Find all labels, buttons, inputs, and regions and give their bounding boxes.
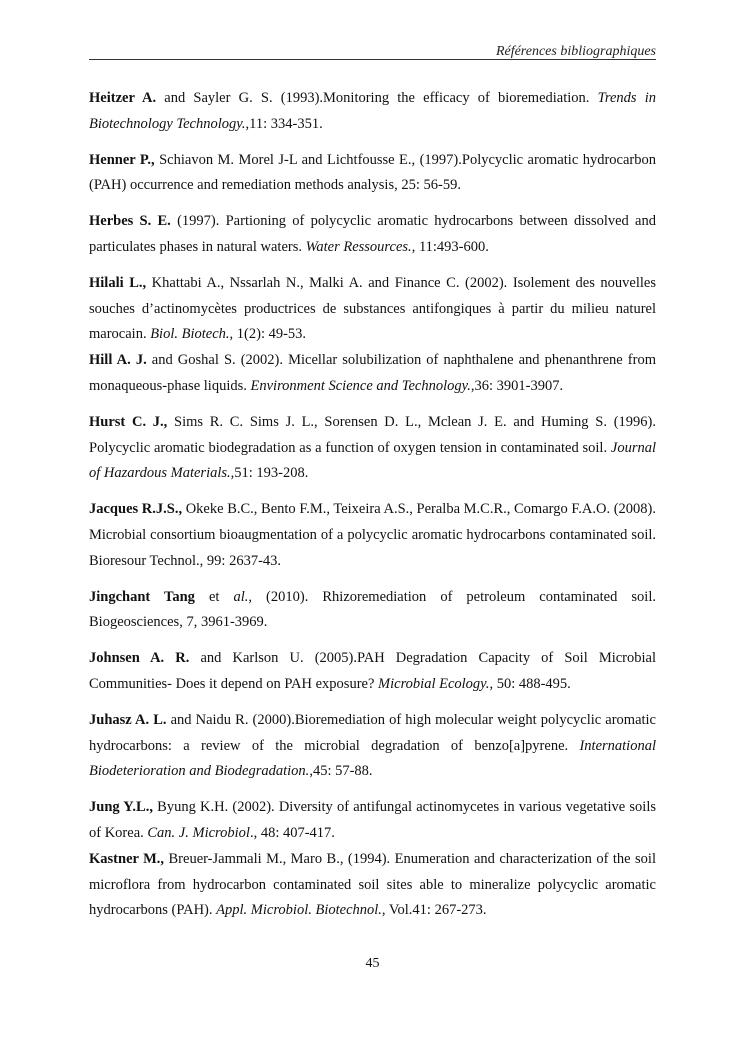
reference-author: Hill A. J. <box>89 352 147 369</box>
reference-author: Juhasz A. L. <box>89 711 167 728</box>
reference-text: and Karlson U. (2005).PAH Degradation Capacity of Soil Microbial Communities- Does it depend on PAH exposure? <box>89 650 656 692</box>
reference-details: ,51: 193-208. <box>230 465 309 482</box>
reference-item <box>89 148 656 200</box>
reference-details: ,45: 57-88. <box>309 763 373 780</box>
reference-item <box>89 646 656 698</box>
reference-journal: Microbial Ecology. <box>378 675 490 692</box>
reference-text: (1997). Partioning of polycyclic aromatic hydrocarbons between dissolved and particulates phases in natural waters. <box>89 213 656 255</box>
page-number: 45 <box>365 956 380 971</box>
reference-journal: Environment Science and Technology. <box>250 377 471 394</box>
reference-text: and Goshal S. (2002). Micellar solubilization of naphthalene and phenanthrene from monaqueous-phase liquids. <box>89 352 656 394</box>
reference-text: et <box>194 588 234 605</box>
reference-author: Heitzer A. <box>89 90 157 106</box>
reference-journal: Appl. Microbiol. Biotechnol. <box>216 902 382 919</box>
reference-details: , 1(2): 49-53. <box>229 326 307 343</box>
reference-journal: al., <box>233 588 253 605</box>
reference-item <box>89 585 656 637</box>
reference-journal: Journal of Hazardous Materials. <box>89 439 656 482</box>
reference-journal: Can. J. Microbiol <box>147 824 250 841</box>
reference-details: ,36: 3901-3907. <box>470 377 564 394</box>
reference-author: Kastner M., <box>89 850 165 867</box>
reference-author: Herbes S. E. <box>89 213 171 230</box>
reference-details: , 50: 488-495. <box>489 675 571 692</box>
reference-item <box>89 497 656 574</box>
reference-author: Hilali L., <box>89 274 147 291</box>
reference-author: Jung Y.L., <box>89 799 153 816</box>
reference-journal: Trends in Biotechnology Technology. <box>89 90 656 132</box>
reference-item <box>89 86 656 138</box>
reference-journal: Water Ressources. <box>305 238 412 255</box>
reference-journal: Biol. Biotech. <box>150 326 230 343</box>
reference-details: , Vol.41: 267-273. <box>381 902 487 919</box>
reference-text: Khattabi A., Nssarlah N., Malki A. and Finance C. (2002). Isolement des nouvelles souches d’actinomycètes productrices de substances antifongiques à partir du milieu naturel marocain. <box>89 274 656 343</box>
reference-details: ,11: 334-351. <box>245 115 323 132</box>
header-rule <box>89 59 656 60</box>
reference-text: Schiavon M. Morel J-L and Lichtfousse E., (1997).Polycyclic aromatic hydrocarbon (PAH) occurrence and remediation methods analysis, 25: 56-59. <box>89 151 656 194</box>
reference-item <box>89 410 656 487</box>
reference-details: (2010). Rhizoremediation of petroleum contaminated soil. Biogeosciences, 7, 3961-3969. <box>89 588 656 631</box>
reference-author: Jingchant Tang <box>89 588 195 605</box>
reference-author: Henner P., <box>89 151 155 168</box>
reference-author: Johnsen A. R. <box>89 650 190 667</box>
reference-item <box>89 795 656 847</box>
reference-details: , 11:493-600. <box>411 238 489 255</box>
reference-text: and Naidu R. (2000).Bioremediation of high molecular weight polycyclic aromatic hydrocarbons: a review of the microbial degradation of benzo[a]pyrene. <box>89 711 656 754</box>
running-header-title: Références bibliographiques <box>495 44 656 59</box>
reference-item <box>89 708 656 785</box>
reference-text: Byung K.H. (2002). Diversity of antifungal actinomycetes in various vegetative soils of Korea. <box>89 799 656 841</box>
reference-item <box>89 271 656 348</box>
reference-journal: International Biodeterioration and Biodegradation. <box>89 737 656 780</box>
reference-item <box>89 847 656 924</box>
reference-text: and Sayler G. S. (1993).Monitoring the efficacy of bioremediation. <box>156 90 598 106</box>
reference-text: Breuer-Jammali M., Maro B., (1994). Enumeration and characterization of the soil microflora from hydrocarbon contaminated soil sites able to mineralize polycyclic aromatic hydrocarbons (PAH). <box>89 850 656 919</box>
reference-details: ., 48: 407-417. <box>249 824 335 841</box>
reference-text: Okeke B.C., Bento F.M., Teixeira A.S., Peralba M.C.R., Comargo F.A.O. (2008). Microbial consortium bioaugmentation of a polycyclic aromatic hydrocarbons contaminated soil. Bioresour Technol., 99: 2637-43. <box>89 501 656 569</box>
reference-item <box>89 209 656 261</box>
reference-author: Hurst C. J., <box>89 413 168 430</box>
reference-text: Sims R. C. Sims J. L., Sorensen D. L., Mclean J. E. and Huming S. (1996). Polycyclic aromatic biodegradation as a function of oxygen tension in contaminated soil. <box>89 413 656 456</box>
reference-author: Jacques R.J.S., <box>89 501 183 518</box>
reference-list <box>89 86 656 934</box>
reference-item <box>89 348 656 400</box>
